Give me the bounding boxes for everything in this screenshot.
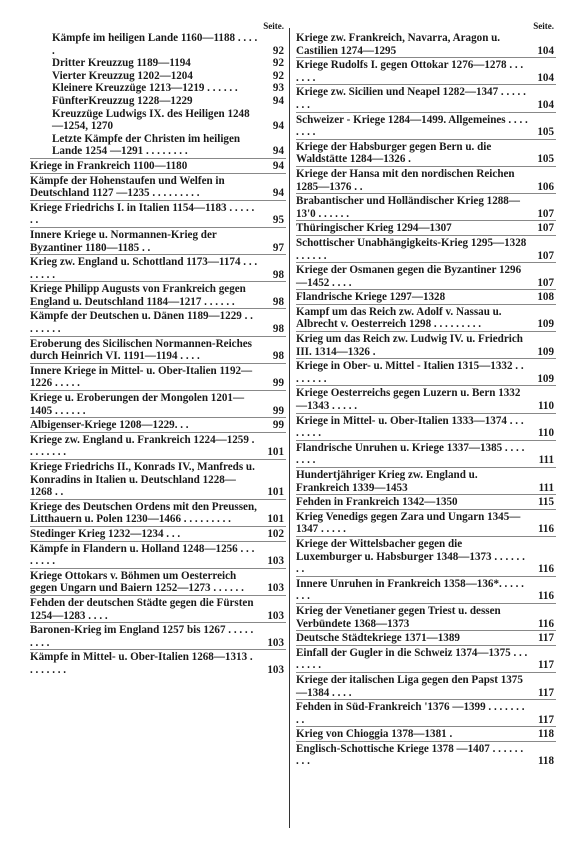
left-entry-list — [30, 32, 286, 677]
entry-title: Kämpfe der Deutschen u. Dänen 1189—1229 . . . . . . . . — [30, 310, 253, 336]
entry-page-number: 117 — [537, 686, 554, 699]
entry-title: Kämpfe im heiligen Lande 1160—1188 . . . . . — [52, 32, 258, 57]
index-entry — [30, 308, 286, 335]
entry-page-number: 101 — [267, 486, 284, 499]
entry-page-number: 107 — [537, 276, 554, 289]
entry-title: Fehden in Frankreich 1342—1350 — [296, 496, 458, 509]
entry-title: Kriege zw. Sicilien und Neapel 1282—1347 . . . . . . . . — [296, 86, 526, 111]
entry-page-number: 109 — [537, 372, 554, 385]
entry-title: Innere Kriege u. Normannen-Krieg der Byzantiner 1180—1185 . . — [30, 228, 217, 254]
entry-page-number: 98 — [272, 350, 284, 363]
entry-title: Thüringischer Krieg 1294—1307 — [296, 222, 452, 235]
index-entry — [30, 108, 286, 133]
index-entry — [296, 84, 556, 111]
entry-page-number: 99 — [272, 419, 284, 432]
index-entry — [296, 603, 556, 630]
index-entry — [30, 200, 286, 227]
entry-title: Kriege Friedrichs II., Konrads IV., Manfreds u. Konradins in Italien u. Deutschland 1228—1268 . . — [30, 461, 255, 499]
index-entry — [30, 459, 286, 499]
index-entry — [30, 390, 286, 417]
index-entry — [296, 413, 556, 440]
entry-page-number: 103 — [267, 663, 284, 676]
entry-page-number: 103 — [267, 582, 284, 595]
entry-page-number: 98 — [272, 323, 284, 336]
index-entry — [296, 630, 556, 645]
index-entry — [30, 95, 286, 108]
entry-title: Kriege der Osmanen gegen die Byzantiner 1296—1452 . . . . — [296, 264, 522, 289]
index-entry — [296, 576, 556, 603]
index-entry — [30, 417, 286, 432]
entry-title: Stedinger Krieg 1232—1234 . . . — [30, 527, 181, 540]
index-entry — [296, 289, 556, 304]
entry-title: Kriege der italischen Liga gegen den Papst 1375—1384 . . . . — [296, 673, 523, 699]
entry-page-number: 99 — [272, 377, 284, 390]
entry-page-number: 92 — [272, 69, 284, 82]
entry-page-number: 107 — [537, 249, 554, 262]
entry-title: Kriege zw. England u. Frankreich 1224—1259 . . . . . . . . — [30, 433, 255, 459]
entry-title: Kriege u. Eroberungen der Mongolen 1201—1405 . . . . . . — [30, 392, 245, 417]
left-page-header: Seite. — [263, 21, 284, 31]
entry-page-number: 118 — [537, 728, 554, 741]
entry-page-number: 94 — [272, 187, 284, 200]
index-entry — [30, 649, 286, 676]
index-entry — [296, 358, 556, 385]
index-entry — [30, 281, 286, 308]
index-entry — [30, 595, 286, 622]
index-entry — [30, 499, 286, 526]
entry-title: Fehden in Süd-Frankreich '1376 —1399 . . . . . . . . . — [296, 701, 525, 726]
index-entry — [296, 331, 556, 358]
entry-title: Hundertjähriger Krieg zw. England u. Frankreich 1339—1453 — [296, 469, 478, 494]
entry-page-number: 116 — [537, 590, 554, 603]
entry-title: Einfall der Gugler in die Schweiz 1374—1375 . . . . . . . . — [296, 646, 528, 672]
entry-title: Kämpfe der Hohenstaufen und Welfen in Deutschland 1127 —1235 . . . . . . . . . — [30, 174, 225, 200]
entry-title: Kriege Ottokars v. Böhmen um Oesterreich gegen Ungarn und Baiern 1252—1273 . . . . . . — [30, 569, 244, 595]
index-entry — [296, 699, 556, 726]
index-entry — [296, 112, 556, 139]
entry-page-number: 115 — [537, 496, 554, 509]
entry-title: Innere Unruhen in Frankreich 1358—136*. . . . . . . . — [296, 577, 524, 603]
left-column — [30, 20, 286, 677]
entry-page-number: 107 — [537, 207, 554, 220]
entry-title: FünfterKreuzzug 1228—1229 — [52, 94, 193, 107]
entry-page-number: 116 — [537, 563, 554, 576]
entry-title: Brabantischer und Holländischer Krieg 1288—13'0 . . . . . . — [296, 195, 520, 220]
index-entry — [30, 336, 286, 363]
entry-title: Kriege in Frankreich 1100—1180 — [30, 159, 188, 172]
index-entry — [30, 541, 286, 568]
entry-title: Kriege der Wittelsbacher gegen die Luxemburger u. Habsburger 1348—1373 . . . . . . . . — [296, 537, 525, 576]
index-entry — [296, 32, 556, 57]
entry-page-number: 109 — [537, 345, 554, 358]
entry-page-number: 94 — [272, 159, 284, 172]
right-column — [296, 20, 556, 768]
entry-title: Kriege Oesterreichs gegen Luzern u. Bern 1332—1343 . . . . . — [296, 387, 521, 413]
entry-page-number: 117 — [537, 713, 554, 726]
entry-title: Schottischer Unabhängigkeits-Krieg 1295—1328 . . . . . . — [296, 236, 527, 262]
index-entry — [296, 193, 556, 220]
entry-page-number: 94 — [272, 120, 284, 133]
entry-title: Krieg zw. England u. Schottland 1173—1174 . . . . . . . . — [30, 256, 258, 281]
entry-page-number: 94 — [272, 94, 284, 107]
index-entry — [296, 304, 556, 331]
entry-page-number: 103 — [267, 636, 284, 649]
entry-title: Schweizer - Kriege 1284—1499. Allgemeines . . . . . . . . — [296, 113, 528, 139]
entry-page-number: 107 — [537, 222, 554, 235]
entry-title: Dritter Kreuzzug 1189—1194 — [52, 57, 191, 70]
index-entry — [30, 432, 286, 459]
entry-title: Kriege Philipp Augusts von Frankreich gegen England u. Deutschland 1184—1217 . . . . . . — [30, 283, 246, 308]
entry-page-number: 110 — [537, 400, 554, 413]
entry-page-number: 102 — [267, 527, 284, 540]
entry-title: Krieg Venedigs gegen Zara und Ungarn 1345—1347 . . . . . — [296, 510, 521, 536]
entry-page-number: 94 — [272, 145, 284, 158]
entry-title: Eroberung des Sicilischen Normannen-Reiches durch Heinrich VI. 1191—1194 . . . . — [30, 337, 252, 363]
entry-page-number: 101 — [267, 513, 284, 526]
entry-title: Vierter Kreuzzug 1202—1204 — [52, 69, 193, 82]
entry-page-number: 109 — [537, 318, 554, 331]
index-entry — [30, 254, 286, 281]
entry-title: Albigenser-Kriege 1208—1229. . . — [30, 419, 189, 432]
entry-title: Kriege Rudolfs I. gegen Ottokar 1276—1278 . . . . . . . — [296, 59, 524, 84]
entry-page-number: 98 — [272, 295, 284, 308]
entry-page-number: 103 — [267, 555, 284, 568]
entry-page-number: 110 — [537, 427, 554, 440]
index-entry — [296, 536, 556, 576]
entry-title: Kriege Friedrichs I. in Italien 1154—1183 . . . . . . . — [30, 201, 255, 227]
index-entry — [30, 70, 286, 83]
index-entry — [296, 57, 556, 84]
index-entry — [30, 133, 286, 158]
index-entry — [30, 363, 286, 390]
entry-page-number: 103 — [267, 609, 284, 622]
entry-title: Deutsche Städtekriege 1371—1389 — [296, 632, 460, 645]
entry-page-number: 108 — [537, 291, 554, 304]
index-entry — [296, 235, 556, 262]
index-entry — [296, 440, 556, 467]
index-entry — [30, 622, 286, 649]
entry-title: Kämpfe in Mittel- u. Ober-Italien 1268—1313 . . . . . . . . — [30, 651, 253, 676]
entry-page-number: 95 — [272, 214, 284, 227]
entry-page-number: 104 — [537, 71, 554, 84]
right-entry-list — [296, 32, 556, 768]
right-page-header: Seite. — [533, 21, 554, 31]
index-entry — [296, 467, 556, 494]
entry-page-number: 101 — [267, 446, 284, 459]
index-entry — [296, 220, 556, 235]
index-entry — [30, 526, 286, 541]
entry-page-number: 116 — [537, 523, 554, 536]
entry-title: Krieg von Chioggia 1378—1381 . — [296, 728, 453, 741]
entry-page-number: 117 — [537, 659, 554, 672]
entry-page-number: 104 — [537, 98, 554, 111]
entry-page-number: 104 — [537, 44, 554, 57]
entry-page-number: 117 — [537, 632, 554, 645]
entry-page-number: 99 — [272, 404, 284, 417]
entry-page-number: 105 — [537, 126, 554, 139]
index-entry — [30, 82, 286, 95]
index-entry — [30, 568, 286, 595]
entry-title: Kampf um das Reich zw. Adolf v. Nassau u. Albrecht v. Oesterreich 1298 . . . . . . . . . — [296, 305, 502, 331]
index-entry — [296, 726, 556, 741]
entry-page-number: 111 — [538, 454, 554, 467]
index-entry — [30, 57, 286, 70]
index-entry — [296, 494, 556, 509]
entry-title: Kriege in Mittel- u. Ober-Italien 1333—1374 . . . . . . . . — [296, 414, 524, 440]
entry-title: Englisch-Schottische Kriege 1378 —1407 . . . . . . . . . — [296, 742, 524, 768]
entry-page-number: 111 — [538, 481, 554, 494]
index-entry — [30, 32, 286, 57]
entry-title: Kämpfe in Flandern u. Holland 1248—1256 . . . . . . . . — [30, 542, 255, 568]
index-entry — [296, 166, 556, 193]
entry-page-number: 118 — [537, 755, 554, 768]
entry-title: Kreuzzüge Ludwigs IX. des Heiligen 1248—1254, 1270 — [52, 107, 250, 133]
index-entry — [30, 158, 286, 173]
entry-title: Krieg der Venetianer gegen Triest u. dessen Verbündete 1368—1373 — [296, 604, 501, 630]
entry-page-number: 98 — [272, 268, 284, 281]
entry-page-number: 116 — [537, 617, 554, 630]
entry-title: Kriege zw. Frankreich, Navarra, Aragon u. Castilien 1274—1295 — [296, 32, 501, 57]
entry-title: Innere Kriege in Mittel- u. Ober-Italien 1192—1226 . . . . . — [30, 364, 253, 390]
entry-title: Baronen-Krieg im England 1257 bis 1267 . . . . . . . . . — [30, 624, 254, 649]
entry-title: Krieg um das Reich zw. Ludwig IV. u. Friedrich III. 1314—1326 . — [296, 333, 523, 358]
entry-page-number: 92 — [272, 44, 284, 57]
column-divider — [289, 28, 290, 828]
entry-title: Kriege der Habsburger gegen Bern u. die Waldstätte 1284—1326 . — [296, 140, 492, 166]
entry-title: Fehden der deutschen Städte gegen die Fürsten 1254—1283 . . . . — [30, 596, 254, 622]
index-entry — [296, 385, 556, 412]
entry-title: Kriege der Hansa mit den nordischen Reichen 1285—1376 . . — [296, 167, 515, 193]
entry-page-number: 97 — [272, 241, 284, 254]
entry-page-number: 106 — [537, 180, 554, 193]
entry-title: Kriege des Deutschen Ordens mit den Preussen, Litthauern u. Polen 1230—1466 . . . . . . . . . — [30, 500, 257, 526]
index-entry — [30, 227, 286, 254]
index-entry — [296, 139, 556, 166]
entry-title: Kleinere Kreuzzüge 1213—1219 . . . . . . — [52, 82, 238, 95]
entry-page-number: 105 — [537, 153, 554, 166]
entry-title: Kriege in Ober- u. Mittel - Italien 1315—1332 . . . . . . . . — [296, 360, 524, 385]
entry-title: Flandrische Kriege 1297—1328 — [296, 291, 446, 304]
index-entry — [296, 262, 556, 289]
index-entry — [296, 509, 556, 536]
entry-page-number: 92 — [272, 57, 284, 70]
entry-page-number: 93 — [272, 82, 284, 95]
entry-title: Letzte Kämpfe der Christen im heiligen Lande 1254 —1291 . . . . . . . . — [52, 132, 241, 158]
index-entry — [296, 645, 556, 672]
index-entry — [296, 741, 556, 768]
index-entry — [296, 672, 556, 699]
index-entry — [30, 173, 286, 200]
entry-title: Flandrische Unruhen u. Kriege 1337—1385 . . . . . . . . — [296, 441, 525, 467]
